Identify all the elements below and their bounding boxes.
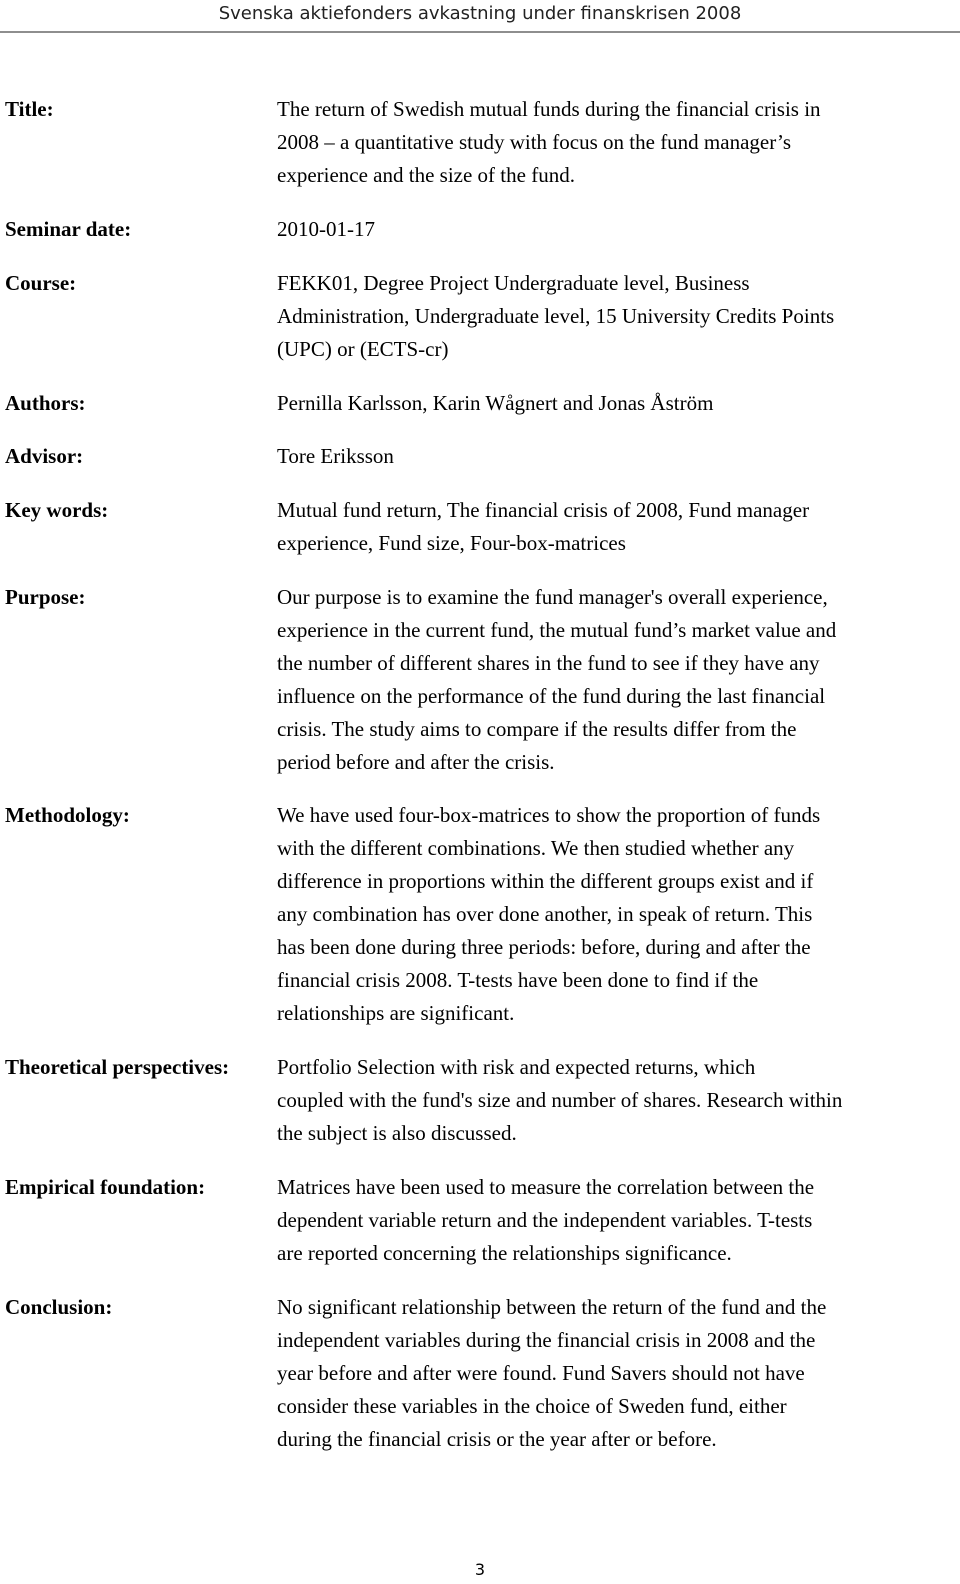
conclusion-line: year before and after were found. Fund Savers should not have: [277, 1361, 805, 1385]
methodology-line: has been done during three periods: before, during and after the: [277, 935, 811, 959]
purpose-line: period before and after the crisis.: [277, 750, 555, 774]
empirical-foundation-value: [277, 1171, 957, 1270]
theoretical-perspectives-label: Theoretical perspectives:: [5, 1055, 230, 1079]
purpose-line: influence on the performance of the fund during the last financial: [277, 684, 826, 708]
purpose-line: the number of different shares in the fund to see if they have any: [277, 651, 820, 675]
purpose-value: [277, 581, 957, 779]
purpose-line: Our purpose is to examine the fund manager's overall experience,: [277, 585, 828, 609]
theoretical-perspectives-line: the subject is also discussed.: [277, 1121, 517, 1145]
advisor-line: Tore Eriksson: [277, 444, 394, 468]
conclusion-label: Conclusion:: [5, 1295, 113, 1319]
purpose-line: crisis. The study aims to compare if the results differ from the: [277, 717, 797, 741]
key-words-value: [277, 494, 957, 560]
title-line: 2008 – a quantitative study with focus on the fund manager’s: [277, 130, 792, 154]
methodology-line: financial crisis 2008. T-tests have been done to find if the: [277, 968, 759, 992]
course-line: FEKK01, Degree Project Undergraduate level, Business: [277, 271, 750, 295]
theoretical-perspectives-value: [277, 1051, 957, 1150]
authors-label: Authors:: [5, 391, 86, 415]
key-words-label: Key words:: [5, 498, 109, 522]
methodology-line: relationships are significant.: [277, 1001, 515, 1025]
authors-value: [277, 387, 957, 420]
title-label: Title:: [5, 97, 54, 121]
title-value: [277, 93, 957, 192]
authors-line: Pernilla Karlsson, Karin Wågnert and Jonas Åström: [277, 391, 714, 415]
empirical-foundation-line: Matrices have been used to measure the correlation between the: [277, 1175, 815, 1199]
purpose-label: Purpose:: [5, 585, 86, 609]
theoretical-perspectives-line: coupled with the fund's size and number of shares. Research within: [277, 1088, 843, 1112]
header-divider: [0, 31, 960, 33]
methodology-value: [277, 799, 957, 1030]
course-label: Course:: [5, 271, 77, 295]
seminar-date-line: 2010-01-17: [277, 217, 375, 241]
course-line: (UPC) or (ECTS-cr): [277, 337, 449, 361]
methodology-line: We have used four-box-matrices to show the proportion of funds: [277, 803, 821, 827]
methodology-line: difference in proportions within the different groups exist and if: [277, 869, 814, 893]
empirical-foundation-label: Empirical foundation:: [5, 1175, 206, 1199]
empirical-foundation-line: are reported concerning the relationships significance.: [277, 1241, 732, 1265]
purpose-line: experience in the current fund, the mutual fund’s market value and: [277, 618, 837, 642]
conclusion-line: independent variables during the financial crisis in 2008 and the: [277, 1328, 816, 1352]
empirical-foundation-line: dependent variable return and the independent variables. T-tests: [277, 1208, 813, 1232]
methodology-label: Methodology:: [5, 803, 130, 827]
methodology-line: with the different combinations. We then studied whether any: [277, 836, 795, 860]
key-words-line: experience, Fund size, Four-box-matrices: [277, 531, 626, 555]
conclusion-line: consider these variables in the choice of Sweden fund, either: [277, 1394, 787, 1418]
conclusion-line: during the financial crisis or the year after or before.: [277, 1427, 717, 1451]
conclusion-value: [277, 1291, 957, 1456]
methodology-line: any combination has over done another, in speak of return. This: [277, 902, 813, 926]
page-number: 3: [474, 1560, 486, 1579]
advisor-label: Advisor:: [5, 444, 84, 468]
key-words-line: Mutual fund return, The financial crisis of 2008, Fund manager: [277, 498, 810, 522]
title-line: experience and the size of the fund.: [277, 163, 575, 187]
advisor-value: [277, 440, 957, 473]
theoretical-perspectives-line: Portfolio Selection with risk and expected returns, which: [277, 1055, 756, 1079]
seminar-date-value: [277, 213, 957, 246]
running-header: Svenska aktiefonders avkastning under finanskrisen 2008: [218, 3, 742, 24]
conclusion-line: No significant relationship between the return of the fund and the: [277, 1295, 827, 1319]
course-line: Administration, Undergraduate level, 15 University Credits Points: [277, 304, 835, 328]
title-line: The return of Swedish mutual funds during the financial crisis in: [277, 97, 821, 121]
seminar-date-label: Seminar date:: [5, 217, 132, 241]
course-value: [277, 267, 957, 366]
